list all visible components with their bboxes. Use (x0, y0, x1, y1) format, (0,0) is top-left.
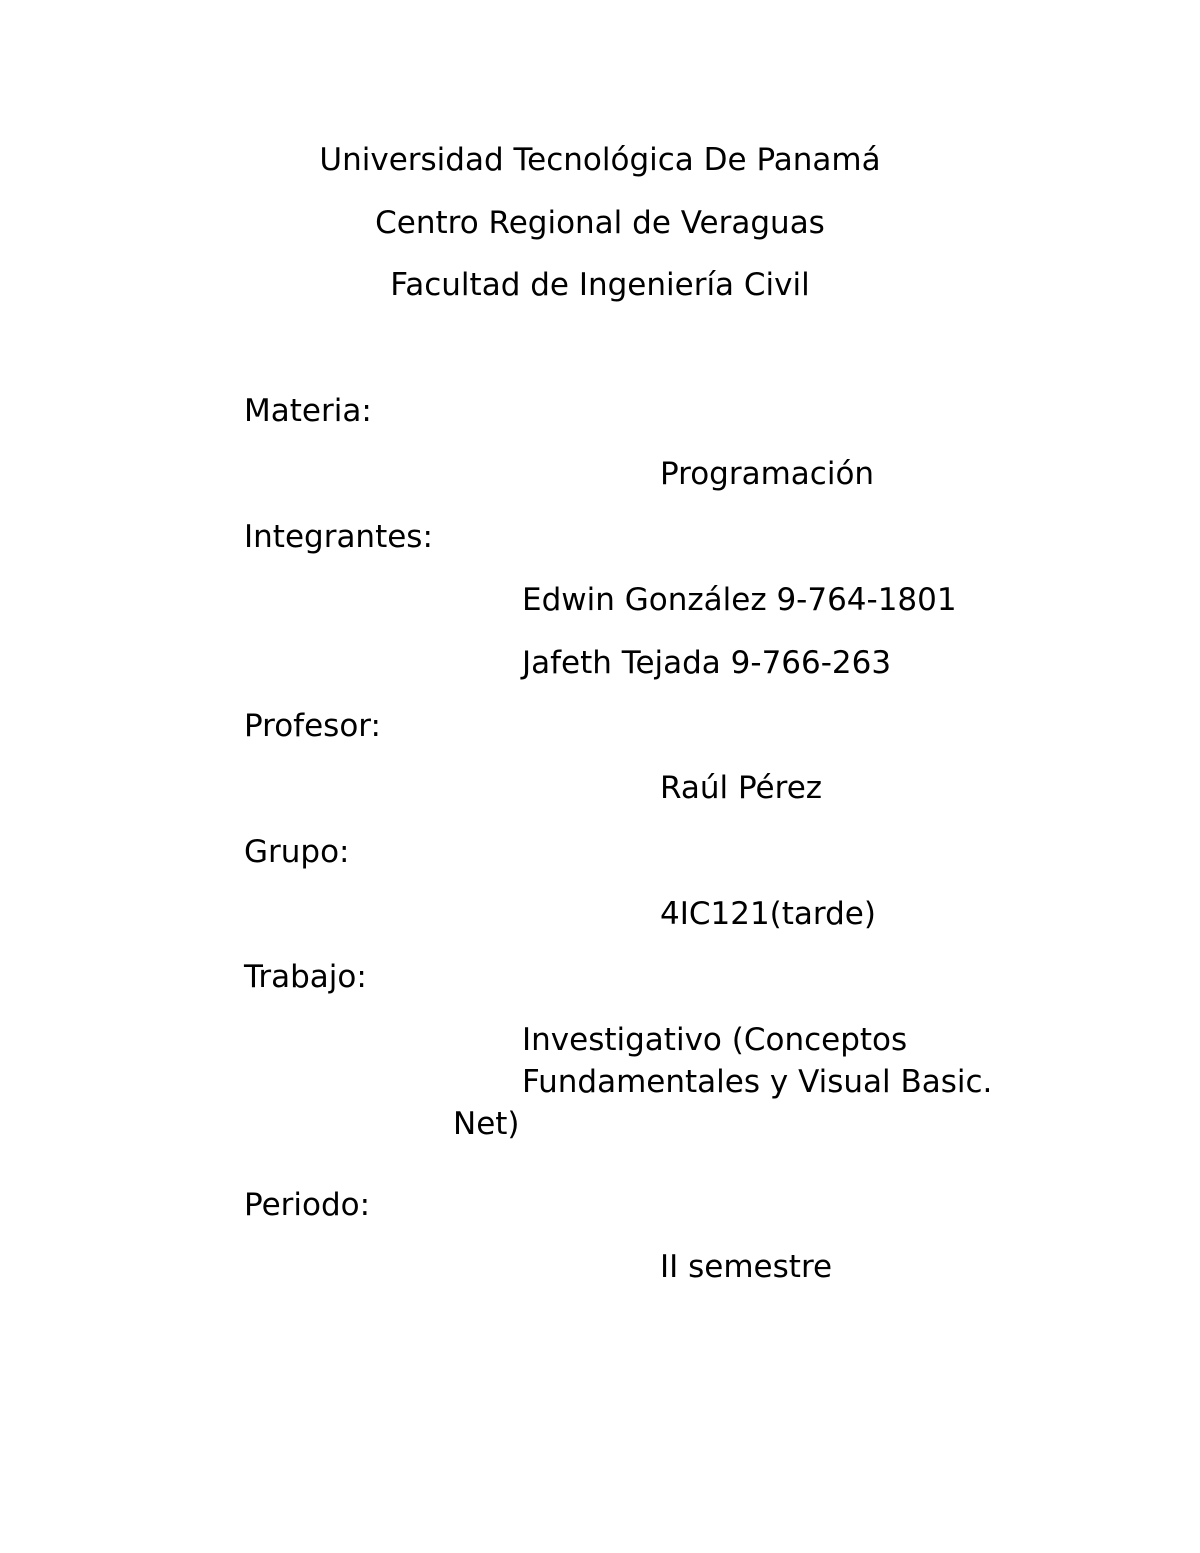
profesor-value: Raúl Pérez (660, 770, 823, 806)
profesor-label: Profesor: (244, 708, 381, 744)
trabajo-value-line-3: Net) (453, 1106, 520, 1142)
trabajo-value-line-2: Fundamentales y Visual Basic. (522, 1064, 993, 1100)
faculty-name: Facultad de Ingeniería Civil (390, 267, 810, 303)
integrante-2: Jafeth Tejada 9-766-263 (522, 645, 892, 681)
trabajo-label: Trabajo: (244, 959, 367, 995)
integrantes-label: Integrantes: (244, 519, 433, 555)
periodo-value: II semestre (660, 1249, 833, 1285)
materia-label: Materia: (244, 393, 372, 429)
integrante-1: Edwin González 9-764-1801 (522, 582, 957, 618)
grupo-label: Grupo: (244, 834, 350, 870)
regional-center: Centro Regional de Veraguas (375, 205, 825, 241)
grupo-value: 4IC121(tarde) (660, 896, 876, 932)
periodo-label: Periodo: (244, 1187, 371, 1223)
materia-value: Programación (660, 456, 875, 492)
trabajo-value-line-1: Investigativo (Conceptos (522, 1022, 908, 1058)
university-name: Universidad Tecnológica De Panamá (319, 142, 881, 178)
